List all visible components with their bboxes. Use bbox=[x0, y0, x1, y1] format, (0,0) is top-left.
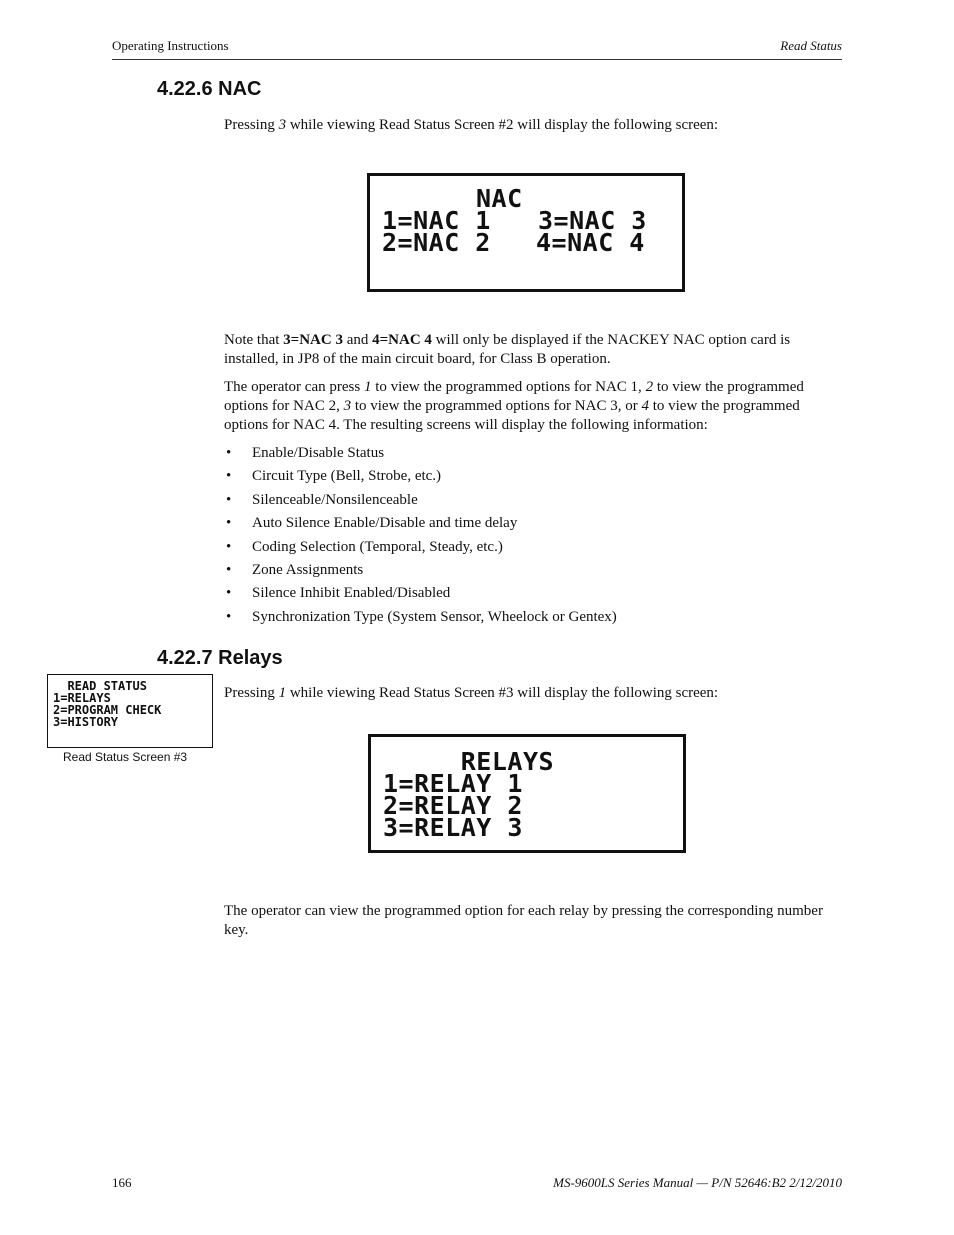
list-item bbox=[224, 538, 844, 561]
key-reference: 3 bbox=[343, 398, 352, 414]
section-heading-relays: 4.22.7 Relays bbox=[157, 647, 283, 669]
nac-note-paragraph bbox=[224, 331, 844, 369]
text-run: Pressing bbox=[224, 685, 279, 701]
nac-intro-paragraph bbox=[224, 116, 844, 135]
text-run: and bbox=[342, 332, 373, 348]
thumbnail-lcd-line: 3=HISTORY bbox=[53, 715, 119, 729]
bullet-marker: • bbox=[226, 538, 232, 555]
text-run: will only be displayed if the NACKEY NAC option card is installed, in JP8 of the main circuit board, for Class B operation. bbox=[224, 332, 791, 367]
running-header-left: Operating Instructions bbox=[112, 38, 229, 53]
thumbnail-lcd-line: 2=PROGRAM CHECK bbox=[53, 703, 162, 717]
bullet-marker: • bbox=[226, 561, 232, 578]
key-reference: 3 bbox=[278, 117, 287, 133]
list-item-text: Zone Assignments bbox=[252, 561, 364, 578]
relays-lcd-line: 2=RELAY 2 bbox=[383, 791, 523, 820]
list-item bbox=[224, 514, 844, 537]
bullet-marker: • bbox=[226, 585, 232, 602]
list-item-text: Circuit Type (Bell, Strobe, etc.) bbox=[252, 468, 442, 485]
nac-info-list bbox=[224, 444, 844, 631]
list-item bbox=[224, 584, 844, 607]
running-header-right: Read Status bbox=[780, 38, 842, 53]
text-run: to view the programmed options for NAC 2, bbox=[224, 379, 804, 414]
list-item bbox=[224, 444, 844, 467]
section-heading-nac: 4.22.6 NAC bbox=[157, 78, 262, 100]
nac-lcd-item: 4=NAC 4 bbox=[536, 228, 645, 257]
relays-lcd-line: 1=RELAY 1 bbox=[383, 769, 523, 798]
header-rule bbox=[112, 59, 842, 60]
text-run: while viewing Read Status Screen #2 will display the following screen: bbox=[286, 117, 719, 133]
text-run: to view the programmed options for NAC 1, bbox=[371, 379, 646, 395]
relays-closing-paragraph: The operator can view the programmed option for each relay by pressing the corresponding number key. bbox=[224, 903, 823, 938]
thumbnail-caption: Read Status Screen #3 bbox=[63, 750, 188, 764]
list-item-text: Enable/Disable Status bbox=[252, 445, 385, 461]
bullet-marker: • bbox=[226, 491, 232, 508]
list-item-text: Auto Silence Enable/Disable and time delay bbox=[252, 515, 518, 532]
list-item-text: Coding Selection (Temporal, Steady, etc.) bbox=[252, 538, 503, 555]
bullet-marker: • bbox=[226, 608, 232, 625]
relays-intro-paragraph bbox=[224, 684, 844, 703]
read-status-screen-thumbnail bbox=[47, 674, 213, 748]
nac-lcd-item: 1=NAC 1 bbox=[382, 206, 491, 235]
text-run: while viewing Read Status Screen #3 will display the following screen: bbox=[286, 685, 719, 701]
text-run: to view the programmed options for NAC 4. The resulting screens will display the following information: bbox=[224, 398, 800, 433]
relays-lcd-line: RELAYS bbox=[383, 747, 555, 776]
nac-lcd-item: 2=NAC 2 bbox=[382, 228, 491, 257]
list-item bbox=[224, 467, 844, 490]
text-run: The operator can press bbox=[224, 379, 364, 395]
list-item-text: Silenceable/Nonsilenceable bbox=[252, 491, 418, 508]
key-reference: 1 bbox=[363, 379, 372, 395]
key-reference: 4 bbox=[641, 398, 649, 414]
page-number: 166 bbox=[112, 1175, 132, 1190]
relays-lcd-line: 3=RELAY 3 bbox=[383, 813, 523, 842]
relays-lcd-screen bbox=[368, 734, 686, 853]
bullet-marker: • bbox=[226, 445, 232, 461]
key-reference: 1 bbox=[278, 685, 287, 701]
bold-text: 3=NAC 3 bbox=[283, 332, 343, 348]
list-item bbox=[224, 608, 844, 631]
nac-lcd-item: 3=NAC 3 bbox=[538, 206, 647, 235]
list-item bbox=[224, 561, 844, 584]
bullet-marker: • bbox=[226, 515, 232, 532]
text-run: Pressing bbox=[224, 117, 279, 133]
footer-manual-reference: MS-9600LS Series Manual — P/N 52646:B2 2/12/2010 bbox=[553, 1175, 842, 1190]
bullet-marker: • bbox=[226, 468, 232, 485]
bold-text: 4=NAC 4 bbox=[372, 332, 432, 348]
nac-lcd-title: NAC bbox=[476, 184, 523, 213]
nac-lcd-screen bbox=[367, 173, 685, 292]
nac-operator-paragraph bbox=[224, 378, 844, 435]
thumbnail-lcd-line: 1=RELAYS bbox=[53, 691, 111, 705]
text-run: Note that bbox=[224, 332, 284, 348]
key-reference: 2 bbox=[645, 379, 654, 395]
text-run: to view the programmed options for NAC 3, or bbox=[351, 398, 642, 414]
list-item bbox=[224, 491, 844, 514]
thumbnail-lcd-line: READ STATUS bbox=[53, 679, 147, 693]
list-item-text: Silence Inhibit Enabled/Disabled bbox=[252, 585, 451, 602]
list-item-text: Synchronization Type (System Sensor, Wheelock or Gentex) bbox=[252, 608, 617, 625]
